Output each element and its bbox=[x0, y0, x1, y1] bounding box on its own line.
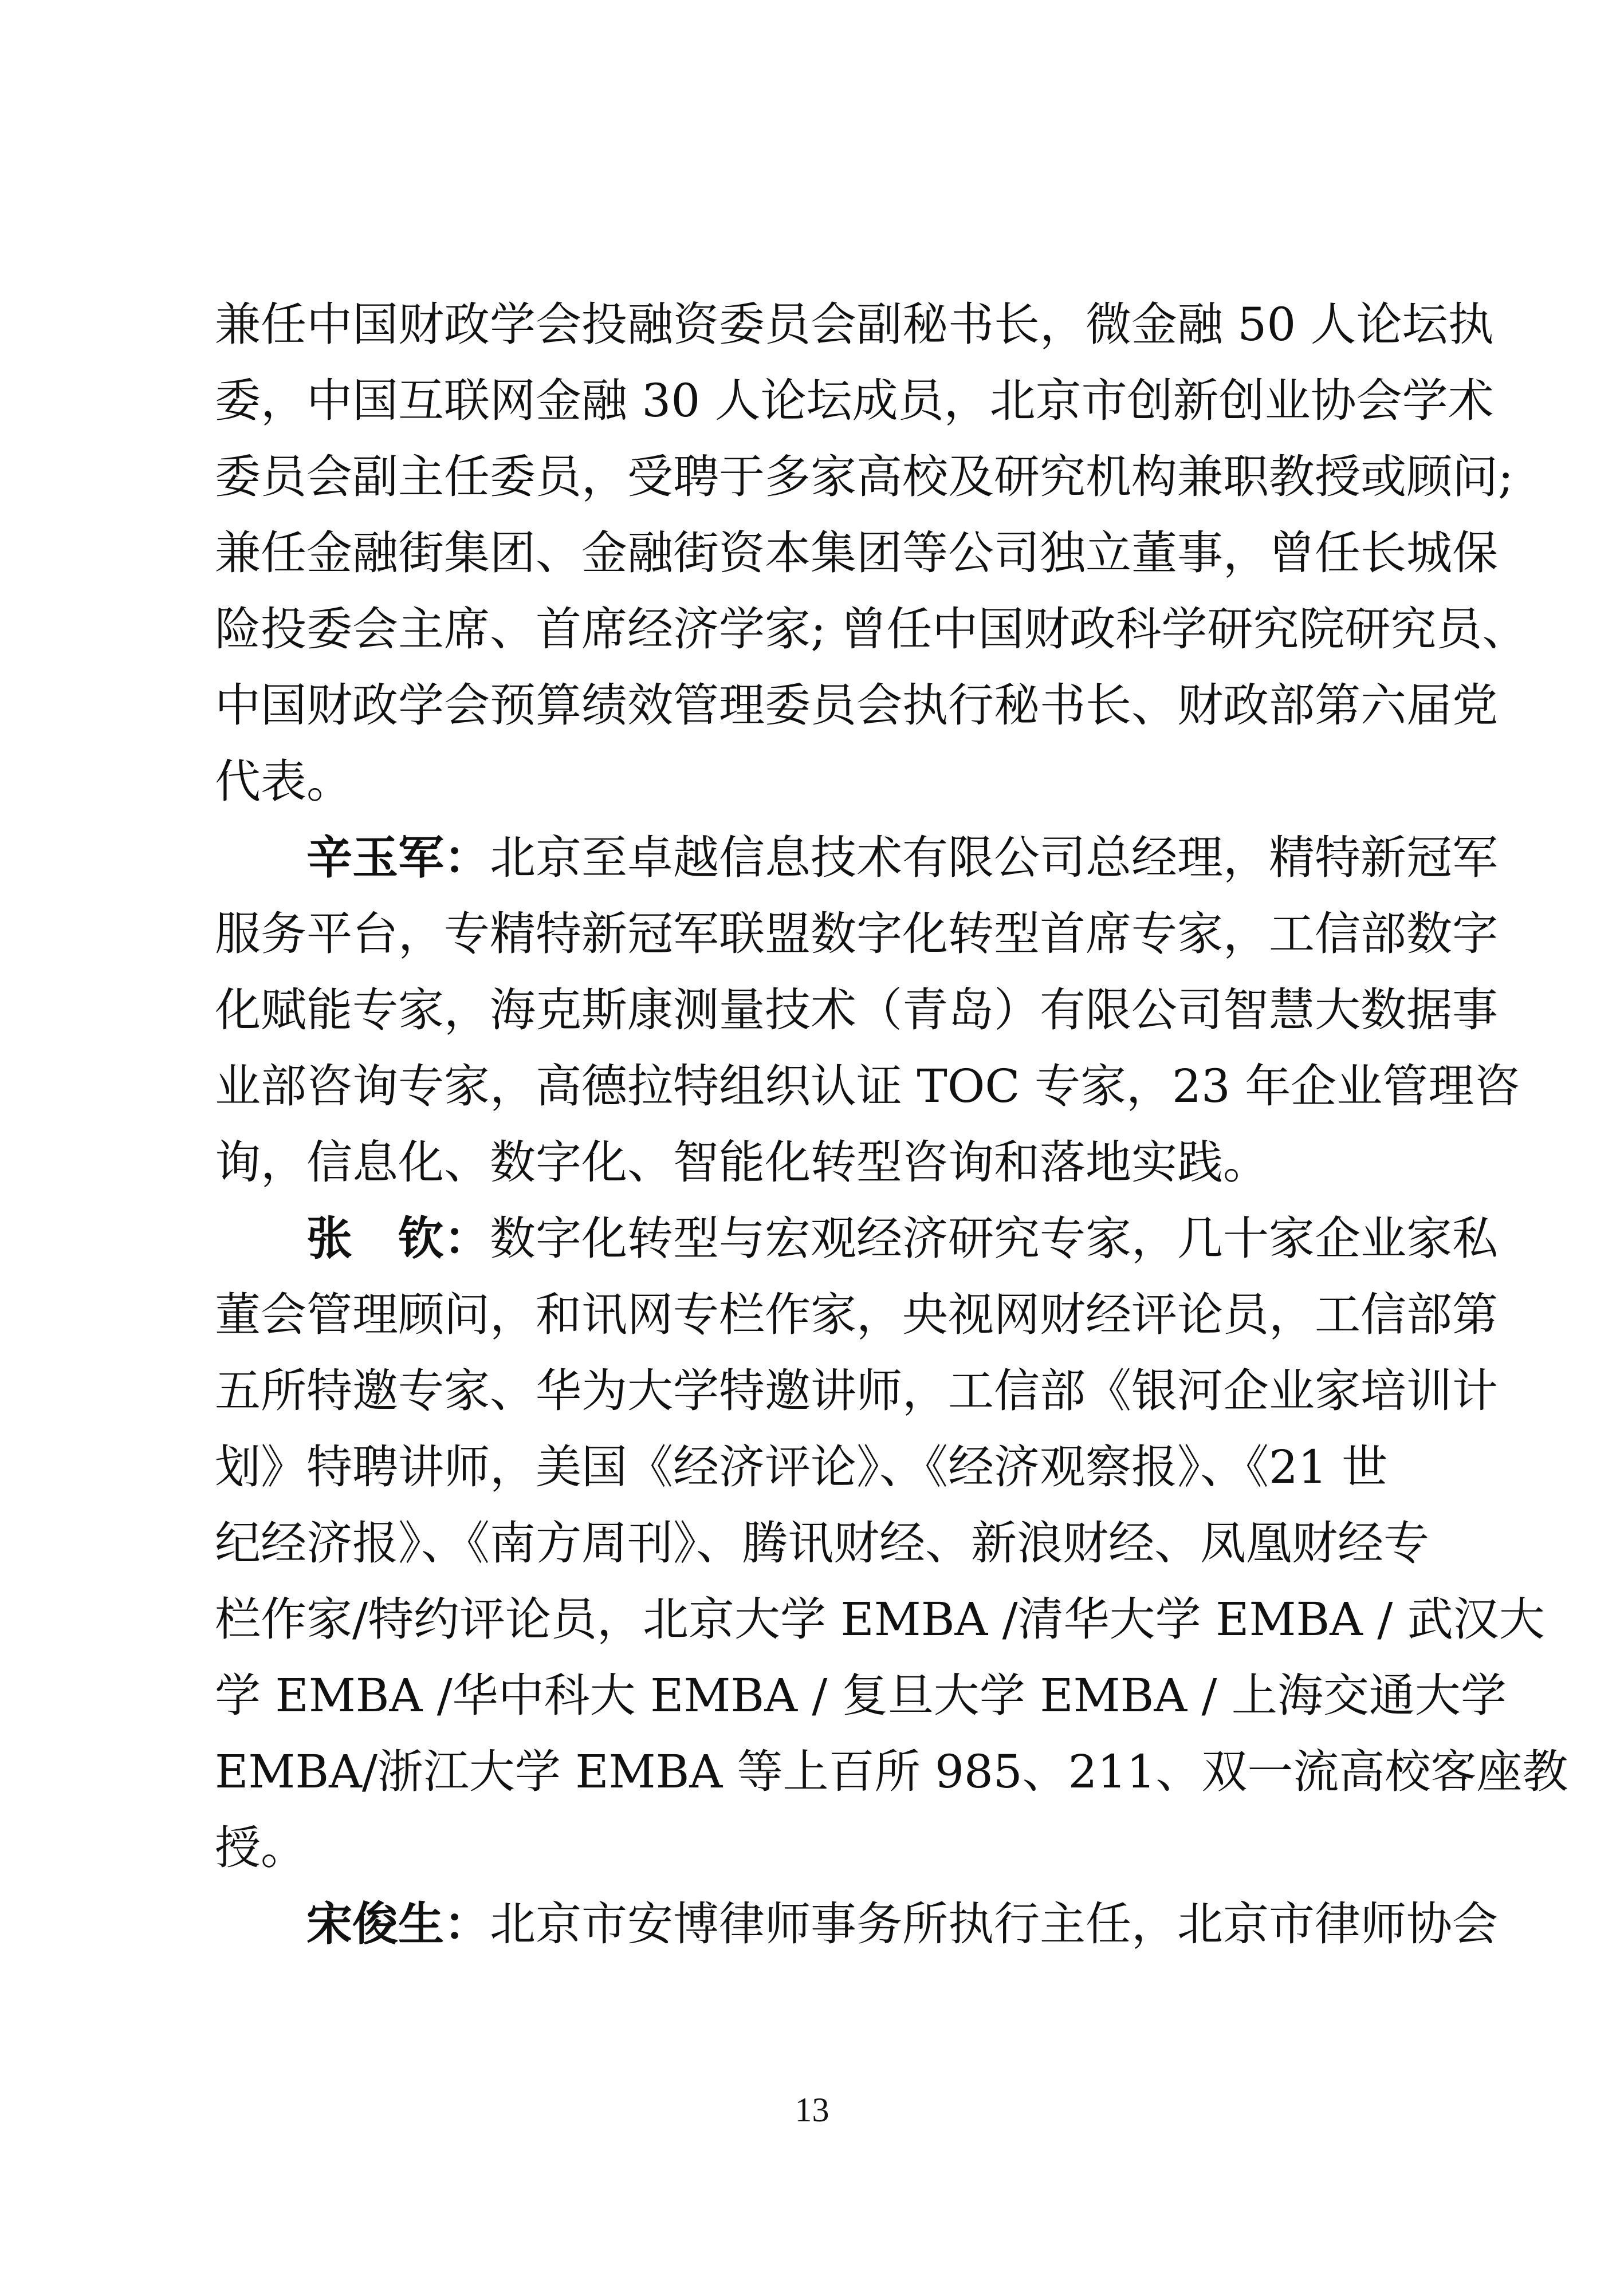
bio-text: 数字化转型与宏观经济研究专家，几十家企业家私 bbox=[490, 1212, 1498, 1265]
person-name: 辛玉军： bbox=[306, 831, 490, 884]
bio-song-junsheng bbox=[215, 1886, 1498, 1962]
text-line: 董会管理顾问，和讯网专栏作家，央视网财经评论员，工信部第 bbox=[215, 1288, 1498, 1341]
paragraph-continuation bbox=[215, 286, 1528, 820]
text-line: 委，中国互联网金融 30 人论坛成员，北京市创新创业协会学术 bbox=[215, 374, 1494, 427]
text-line bbox=[215, 1886, 1498, 1962]
text-line: 业部咨询专家，高德拉特组织认证 TOC 专家，23 年企业管理咨 bbox=[215, 1060, 1520, 1113]
bio-zhang-qin bbox=[215, 1200, 1568, 1886]
text-line: 委员会副主任委员，受聘于多家高校及研究机构兼职教授或顾问; bbox=[215, 450, 1513, 503]
text-line: 中国财政学会预算绩效管理委员会执行秘书长、财政部第六届党 bbox=[215, 679, 1498, 732]
bio-text: 北京至卓越信息技术有限公司总经理，精特新冠军 bbox=[490, 831, 1498, 884]
text-line: 授。 bbox=[215, 1821, 306, 1874]
document-body bbox=[215, 286, 1568, 1962]
person-name: 宋俊生： bbox=[306, 1897, 490, 1951]
text-line: 兼任金融街集团、金融街资本集团等公司独立董事，曾任长城保 bbox=[215, 526, 1498, 580]
person-name: 张 钦： bbox=[306, 1212, 490, 1265]
text-line: 划》特聘讲师，美国《经济评论》、《经济观察报》、《21 世 bbox=[215, 1440, 1388, 1494]
text-line: 兼任中国财政学会投融资委员会副秘书长，微金融 50 人论坛执 bbox=[215, 298, 1494, 351]
text-line bbox=[215, 1200, 1498, 1277]
page-number: 13 bbox=[795, 2091, 829, 2129]
text-line: 代表。 bbox=[215, 755, 352, 808]
bio-text: 北京市安博律师事务所执行主任，北京市律师协会 bbox=[490, 1897, 1498, 1951]
text-line: 服务平台，专精特新冠军联盟数字化转型首席专家，工信部数字 bbox=[215, 907, 1498, 960]
bio-xin-yujun bbox=[215, 820, 1520, 1200]
text-line: 栏作家/特约评论员，北京大学 EMBA /清华大学 EMBA / 武汉大 bbox=[215, 1593, 1545, 1646]
text-line bbox=[215, 820, 1498, 896]
text-line: 险投委会主席、首席经济学家; 曾任中国财政科学研究院研究员、 bbox=[215, 602, 1528, 656]
text-line: EMBA/浙江大学 EMBA 等上百所 985、211、双一流高校客座教 bbox=[215, 1745, 1568, 1798]
text-line: 学 EMBA /华中科大 EMBA / 复旦大学 EMBA / 上海交通大学 bbox=[215, 1669, 1507, 1722]
text-line: 询，信息化、数字化、智能化转型咨询和落地实践。 bbox=[215, 1136, 1269, 1189]
text-line: 五所特邀专家、华为大学特邀讲师，工信部《银河企业家培训计 bbox=[215, 1364, 1498, 1417]
text-line: 纪经济报》、《南方周刊》、腾讯财经、新浪财经、凤凰财经专 bbox=[215, 1517, 1429, 1570]
text-line: 化赋能专家，海克斯康测量技术（青岛）有限公司智慧大数据事 bbox=[215, 983, 1498, 1037]
